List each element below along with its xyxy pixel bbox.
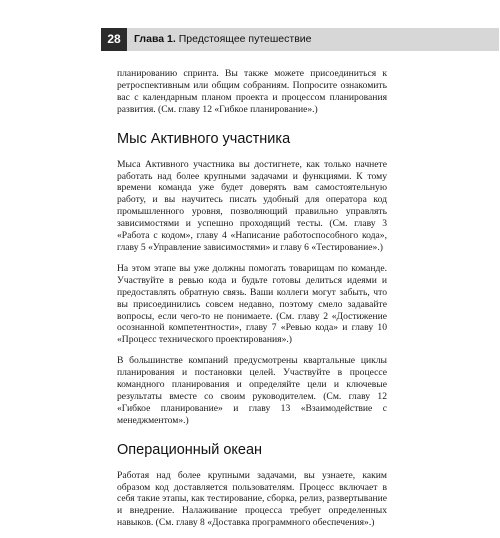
chapter-label: Глава 1. <box>134 33 176 45</box>
section-active-participant <box>117 130 387 427</box>
section-heading: Мыс Активного участника <box>117 130 291 147</box>
chapter-title: Предстоящее путешествие <box>178 33 312 45</box>
running-head <box>134 28 311 51</box>
intro-paragraph: планированию спринта. Вы также можете присоединиться к ретроспективным или общим собраниям. Попросите ознакомить вас с календарным планом проекта и процессом планирования развития. (См. главу 12 «Гибкое планирование».) <box>117 68 387 115</box>
section-heading: Операционный океан <box>117 441 263 458</box>
body-paragraph: В большинстве компаний предусмотрены квартальные циклы планирования и постановки целей. Участвуйте в процессе командного планирования и определяйте цели и ключевые результаты вместе со своим руководителем. (См. главу 12 «Гибкое планирование» и главу 13 «Взаимодействие с менеджментом».) <box>117 355 387 426</box>
body-paragraph: На этом этапе вы уже должны помогать товарищам по команде. Участвуйте в ревью кода и будьте готовы делиться идеями и предоставлять обратную связь. Ваши коллеги могут забыть, что вы присоединились совсем недавно, поэтому смело задавайте вопросы, если чего-то не понимаете. (См. главу 2 «Достижение осознанной компетентности», главу 7 «Ревью кода» и главу 10 «Процесс технического проектирования».) <box>117 262 387 346</box>
body-paragraph: Работая над более крупными задачами, вы узнаете, каким образом код доставляется пользователям. Процесс включает в себя такие этапы, как тестирование, сборка, релиз, развертывание и внедрение. Налаживание процесса требует определенных навыков. (См. главу 8 «Доставка программного обеспечения».) <box>117 469 387 529</box>
page-body <box>117 68 387 538</box>
page-number: 28 <box>101 28 127 51</box>
page-header <box>101 28 499 51</box>
section-operational-ocean <box>117 441 387 530</box>
body-paragraph: Мыса Активного участника вы достигнете, как только начнете работать над более крупными задачами и функциями. К тому времени команда уже будет доверять вам самостоятельную работу, и вы научитесь писать удобный для оператора код промышленного уровня, позволяющий правильно управлять зависимостями и успешно проходящий тесты. (См. главу 3 «Работа с кодом», главу 4 «Написание работоспособного кода», главу 5 «Управление зависимостями» и главу 6 «Тестирование».) <box>117 158 387 253</box>
